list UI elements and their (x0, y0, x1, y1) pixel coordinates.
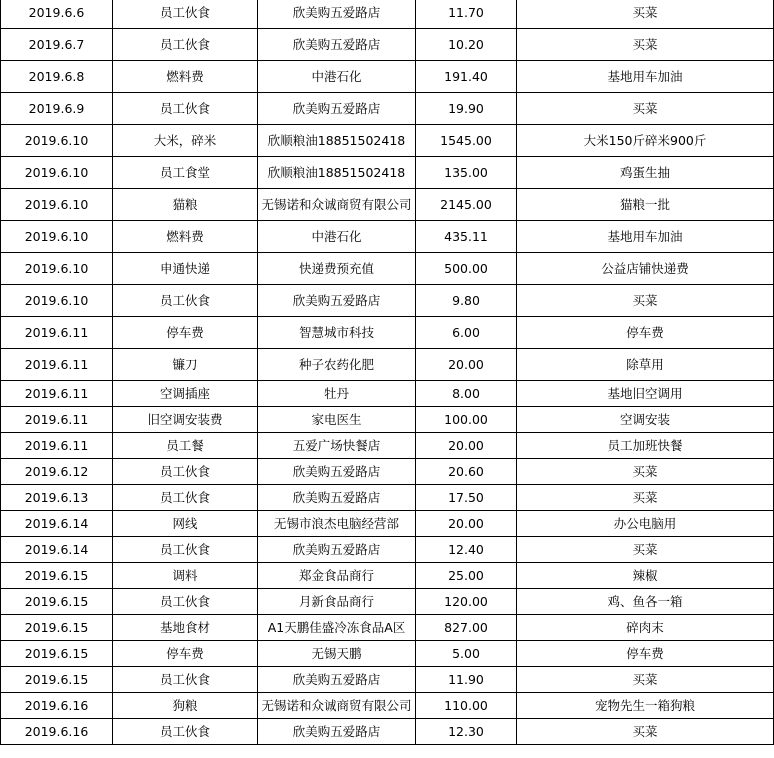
vendor-cell: 欣美购五爱路店 (258, 485, 416, 511)
date-cell: 2019.6.11 (1, 317, 113, 349)
note-cell: 鸡蛋生抽 (517, 157, 774, 189)
table-row (1, 253, 774, 285)
table-row (1, 563, 774, 589)
amount-cell: 120.00 (416, 589, 517, 615)
table-row (1, 459, 774, 485)
note-cell: 买菜 (517, 537, 774, 563)
category-cell: 大米，碎米 (113, 125, 258, 157)
category-cell: 停车费 (113, 317, 258, 349)
amount-cell: 11.70 (416, 0, 517, 29)
table-row (1, 615, 774, 641)
vendor-cell: 种子农药化肥 (258, 349, 416, 381)
note-cell: 鸡、鱼各一箱 (517, 589, 774, 615)
vendor-cell: 智慧城市科技 (258, 317, 416, 349)
table-row (1, 589, 774, 615)
table-row (1, 61, 774, 93)
vendor-cell: 无锡诺和众诚商贸有限公司 (258, 189, 416, 221)
note-cell: 买菜 (517, 667, 774, 693)
category-cell: 员工伙食 (113, 589, 258, 615)
vendor-cell: 快递费预充值 (258, 253, 416, 285)
date-cell: 2019.6.11 (1, 433, 113, 459)
amount-cell: 20.00 (416, 433, 517, 459)
date-cell: 2019.6.14 (1, 511, 113, 537)
category-cell: 员工伙食 (113, 459, 258, 485)
amount-cell: 12.40 (416, 537, 517, 563)
amount-cell: 5.00 (416, 641, 517, 667)
table-row (1, 641, 774, 667)
amount-cell: 12.30 (416, 719, 517, 745)
amount-cell: 827.00 (416, 615, 517, 641)
note-cell: 宠物先生一箱狗粮 (517, 693, 774, 719)
note-cell: 猫粮一批 (517, 189, 774, 221)
amount-cell: 435.11 (416, 221, 517, 253)
table-row (1, 221, 774, 253)
vendor-cell: 郑金食品商行 (258, 563, 416, 589)
note-cell: 停车费 (517, 641, 774, 667)
date-cell: 2019.6.11 (1, 407, 113, 433)
date-cell: 2019.6.10 (1, 157, 113, 189)
note-cell: 公益店铺快递费 (517, 253, 774, 285)
table-row (1, 285, 774, 317)
category-cell: 员工伙食 (113, 719, 258, 745)
date-cell: 2019.6.15 (1, 667, 113, 693)
amount-cell: 100.00 (416, 407, 517, 433)
vendor-cell: 欣美购五爱路店 (258, 93, 416, 125)
category-cell: 员工食堂 (113, 157, 258, 189)
table-row (1, 381, 774, 407)
date-cell: 2019.6.11 (1, 349, 113, 381)
note-cell: 空调安装 (517, 407, 774, 433)
vendor-cell: 欣美购五爱路店 (258, 285, 416, 317)
vendor-cell: 欣美购五爱路店 (258, 537, 416, 563)
category-cell: 员工餐 (113, 433, 258, 459)
category-cell: 员工伙食 (113, 93, 258, 125)
amount-cell: 500.00 (416, 253, 517, 285)
note-cell: 碎肉末 (517, 615, 774, 641)
date-cell: 2019.6.10 (1, 285, 113, 317)
vendor-cell: 欣美购五爱路店 (258, 459, 416, 485)
category-cell: 空调插座 (113, 381, 258, 407)
amount-cell: 135.00 (416, 157, 517, 189)
amount-cell: 20.60 (416, 459, 517, 485)
category-cell: 网线 (113, 511, 258, 537)
vendor-cell: 无锡诺和众诚商贸有限公司 (258, 693, 416, 719)
table-row (1, 125, 774, 157)
vendor-cell: 欣美购五爱路店 (258, 0, 416, 29)
category-cell: 员工伙食 (113, 537, 258, 563)
date-cell: 2019.6.16 (1, 693, 113, 719)
note-cell: 办公电脑用 (517, 511, 774, 537)
category-cell: 猫粮 (113, 189, 258, 221)
category-cell: 员工伙食 (113, 29, 258, 61)
date-cell: 2019.6.9 (1, 93, 113, 125)
date-cell: 2019.6.13 (1, 485, 113, 511)
date-cell: 2019.6.15 (1, 615, 113, 641)
date-cell: 2019.6.10 (1, 221, 113, 253)
vendor-cell: 欣美购五爱路店 (258, 667, 416, 693)
vendor-cell: 月新食品商行 (258, 589, 416, 615)
category-cell: 调料 (113, 563, 258, 589)
table-row (1, 349, 774, 381)
note-cell: 买菜 (517, 0, 774, 29)
amount-cell: 191.40 (416, 61, 517, 93)
category-cell: 燃料费 (113, 61, 258, 93)
table-row (1, 93, 774, 125)
table-row (1, 433, 774, 459)
amount-cell: 19.90 (416, 93, 517, 125)
table-row (1, 537, 774, 563)
amount-cell: 1545.00 (416, 125, 517, 157)
note-cell: 辣椒 (517, 563, 774, 589)
table-row (1, 29, 774, 61)
amount-cell: 6.00 (416, 317, 517, 349)
table-row (1, 693, 774, 719)
note-cell: 买菜 (517, 719, 774, 745)
amount-cell: 110.00 (416, 693, 517, 719)
vendor-cell: 无锡天鹏 (258, 641, 416, 667)
category-cell: 员工伙食 (113, 667, 258, 693)
table-row (1, 317, 774, 349)
vendor-cell: 牡丹 (258, 381, 416, 407)
category-cell: 基地食材 (113, 615, 258, 641)
amount-cell: 8.00 (416, 381, 517, 407)
note-cell: 基地旧空调用 (517, 381, 774, 407)
table-row (1, 0, 774, 29)
vendor-cell: 欣顺粮油18851502418 (258, 125, 416, 157)
date-cell: 2019.6.15 (1, 589, 113, 615)
amount-cell: 20.00 (416, 511, 517, 537)
amount-cell: 10.20 (416, 29, 517, 61)
amount-cell: 2145.00 (416, 189, 517, 221)
vendor-cell: 欣顺粮油18851502418 (258, 157, 416, 189)
amount-cell: 17.50 (416, 485, 517, 511)
category-cell: 停车费 (113, 641, 258, 667)
vendor-cell: 中港石化 (258, 61, 416, 93)
date-cell: 2019.6.7 (1, 29, 113, 61)
date-cell: 2019.6.10 (1, 125, 113, 157)
table-row (1, 407, 774, 433)
vendor-cell: 无锡市浪杰电脑经营部 (258, 511, 416, 537)
date-cell: 2019.6.10 (1, 253, 113, 285)
table-row (1, 189, 774, 221)
category-cell: 员工伙食 (113, 285, 258, 317)
vendor-cell: 家电医生 (258, 407, 416, 433)
note-cell: 除草用 (517, 349, 774, 381)
note-cell: 基地用车加油 (517, 61, 774, 93)
vendor-cell: A1天鹏佳盛冷冻食品A区 (258, 615, 416, 641)
vendor-cell: 中港石化 (258, 221, 416, 253)
table-row (1, 719, 774, 745)
category-cell: 员工伙食 (113, 485, 258, 511)
date-cell: 2019.6.10 (1, 189, 113, 221)
note-cell: 买菜 (517, 459, 774, 485)
expense-table-body (1, 0, 774, 745)
vendor-cell: 五爱广场快餐店 (258, 433, 416, 459)
category-cell: 申通快递 (113, 253, 258, 285)
category-cell: 狗粮 (113, 693, 258, 719)
date-cell: 2019.6.8 (1, 61, 113, 93)
date-cell: 2019.6.15 (1, 641, 113, 667)
note-cell: 买菜 (517, 93, 774, 125)
date-cell: 2019.6.16 (1, 719, 113, 745)
table-row (1, 511, 774, 537)
vendor-cell: 欣美购五爱路店 (258, 719, 416, 745)
note-cell: 买菜 (517, 485, 774, 511)
note-cell: 买菜 (517, 285, 774, 317)
note-cell: 大米150斤碎米900斤 (517, 125, 774, 157)
note-cell: 基地用车加油 (517, 221, 774, 253)
note-cell: 买菜 (517, 29, 774, 61)
amount-cell: 9.80 (416, 285, 517, 317)
amount-cell: 25.00 (416, 563, 517, 589)
category-cell: 旧空调安装费 (113, 407, 258, 433)
amount-cell: 20.00 (416, 349, 517, 381)
date-cell: 2019.6.14 (1, 537, 113, 563)
date-cell: 2019.6.12 (1, 459, 113, 485)
date-cell: 2019.6.11 (1, 381, 113, 407)
table-row (1, 485, 774, 511)
note-cell: 员工加班快餐 (517, 433, 774, 459)
table-row (1, 667, 774, 693)
vendor-cell: 欣美购五爱路店 (258, 29, 416, 61)
amount-cell: 11.90 (416, 667, 517, 693)
category-cell: 燃料费 (113, 221, 258, 253)
category-cell: 镰刀 (113, 349, 258, 381)
table-row (1, 157, 774, 189)
date-cell: 2019.6.6 (1, 0, 113, 29)
date-cell: 2019.6.15 (1, 563, 113, 589)
note-cell: 停车费 (517, 317, 774, 349)
category-cell: 员工伙食 (113, 0, 258, 29)
